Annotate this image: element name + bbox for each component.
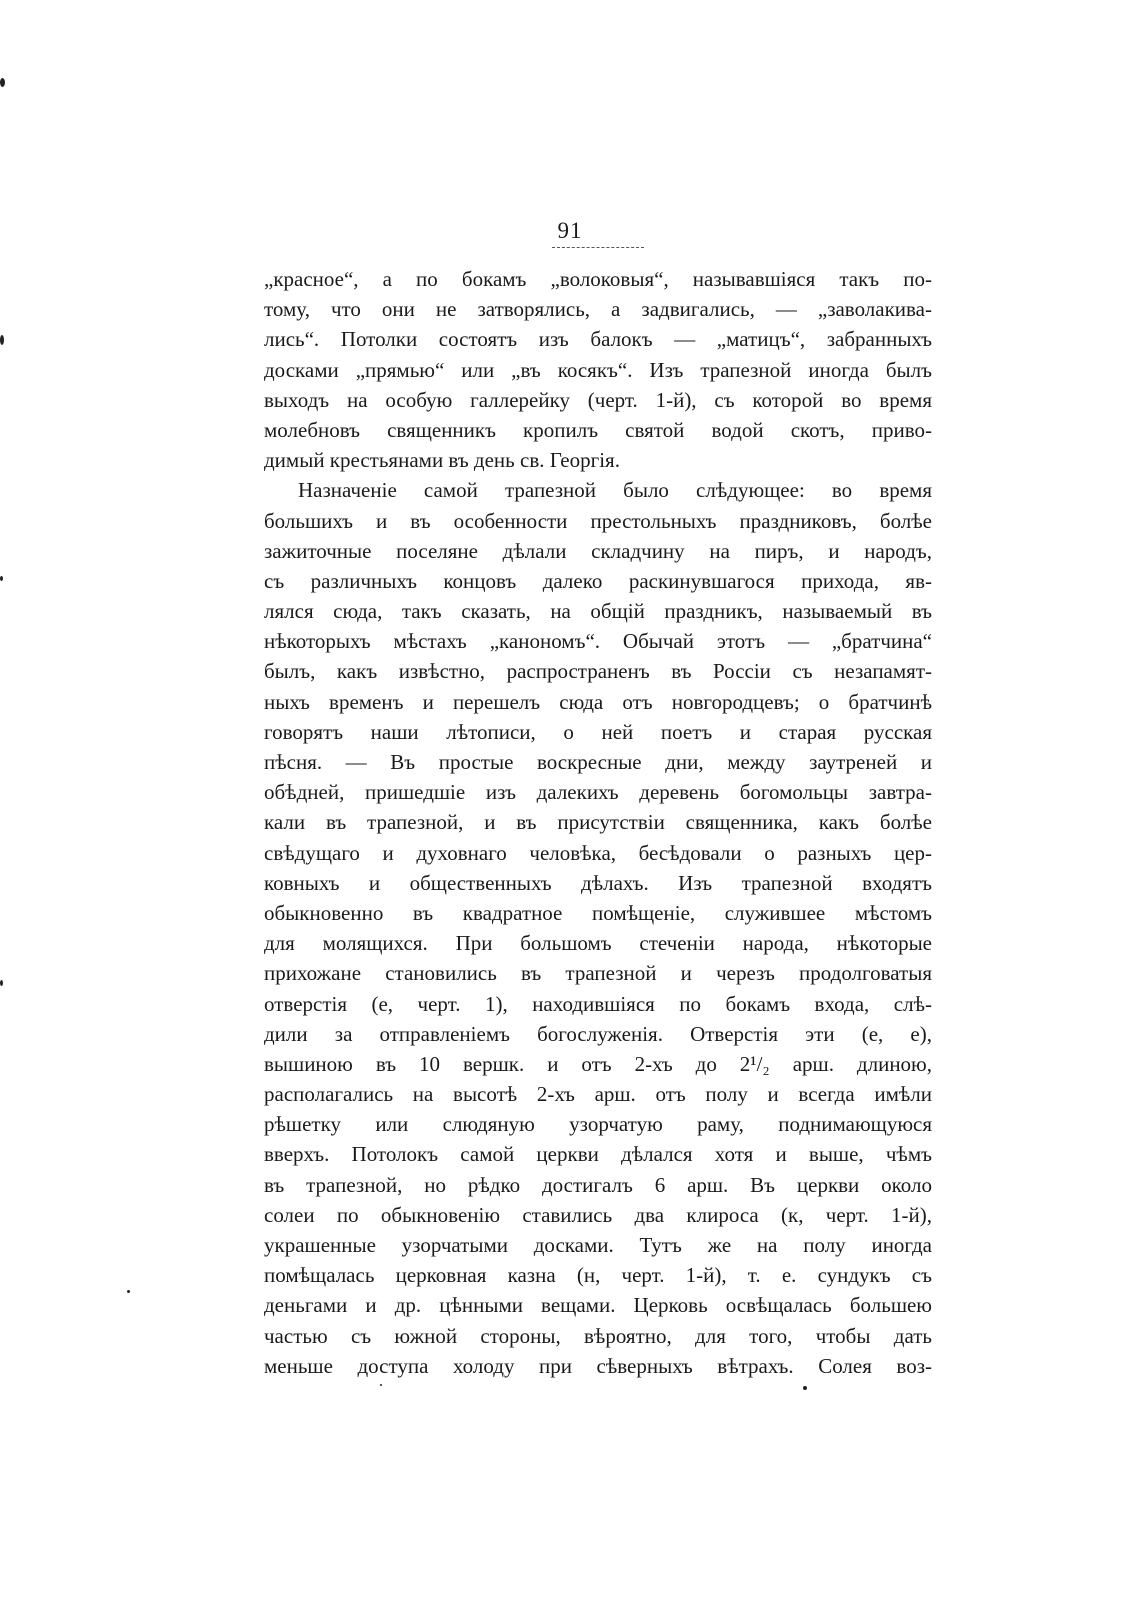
text-line: ковныхъ и общественныхъ дѣлахъ. Изъ трапезной входятъ [264, 870, 932, 895]
text-line: прихожане становились въ трапезной и черезъ продолговатыя [264, 961, 932, 986]
scan-speck [803, 1386, 807, 1390]
text-line: украшенные узорчатыми досками. Тутъ же на полу иногда [264, 1233, 932, 1257]
text-line: дили за отправленіемъ богослуженія. Отверстія эти (е, е), [264, 1021, 932, 1046]
paragraph-1 [264, 264, 932, 475]
text-line: былъ, какъ извѣстно, распространенъ въ Россіи съ незапамят- [264, 659, 932, 684]
text-line: большихъ и въ особенности престольныхъ праздниковъ, болѣе [264, 508, 932, 533]
scan-speck [0, 335, 4, 345]
text-line: тому, что они не затворялись, а задвигались, — „заволакива- [264, 297, 932, 322]
text-line: говорятъ наши лѣтописи, о ней поетъ и старая русская [264, 719, 932, 744]
text-line: свѣдущаго и духовнаго человѣка, бесѣдовали о разныхъ цер- [264, 840, 932, 865]
text-line: вверхъ. Потолокъ самой церкви дѣлался хотя и выше, чѣмъ [264, 1142, 932, 1167]
text-line: меньше доступа холоду при сѣверныхъ вѣтрахъ. Солея воз- [264, 1353, 932, 1378]
paragraph-2 [264, 475, 932, 1381]
text-line: пѣсня. — Въ простые воскресные дни, между заутреней и [264, 750, 932, 774]
text-line: ныхъ временъ и перешелъ сюда отъ новгородцевъ; о братчинѣ [264, 689, 932, 714]
scan-speck [0, 980, 3, 986]
scan-speck [127, 1290, 130, 1293]
text-line: выходъ на особую галлерейку (черт. 1-й), съ которой во время [264, 387, 932, 412]
text-line: димый крестьянами въ день св. Георгія. [264, 448, 620, 473]
text-line: для молящихся. При большомъ стеченіи народа, нѣкоторые [264, 931, 932, 956]
text-line: солеи по обыкновенію ставились два клироса (к, черт. 1-й), [264, 1202, 932, 1227]
page-number: 91 [557, 218, 583, 243]
text-line: молебновъ священникъ кропилъ святой водой скотъ, приво- [264, 417, 932, 442]
text-line: досками „прямью“ или „въ косякъ“. Изъ трапезной иногда былъ [264, 357, 932, 382]
body-text [264, 264, 932, 1381]
text-line: деньгами и др. цѣнными вещами. Церковь освѣщалась большею [264, 1293, 932, 1318]
text-line: лись“. Потолки состоятъ изъ балокъ — „матицъ“, забранныхъ [264, 327, 932, 352]
text-line: лялся сюда, такъ сказать, на общій праздникъ, называемый въ [264, 599, 932, 624]
text-line: располагались на высотѣ 2-хъ арш. отъ полу и всегда имѣли [264, 1082, 932, 1107]
text-line: нѣкоторыхъ мѣстахъ „канономъ“. Обычай этотъ — „братчина“ [264, 629, 932, 654]
scan-speck [380, 1384, 382, 1386]
text-line: „красное“, а по бокамъ „волоковыя“, называвшіяся такъ по- [264, 267, 932, 291]
text-line: рѣшетку или слюдяную узорчатую раму, поднимающуюся [264, 1112, 932, 1137]
text-line: съ различныхъ концовъ далеко раскинувшагося прихода, яв- [264, 568, 932, 593]
text-line: обѣдней, пришедшіе изъ далекихъ деревень богомольцы завтра- [264, 780, 932, 805]
scan-speck [0, 78, 5, 87]
text-line: вышиною въ 10 вершк. и отъ 2-хъ до 2¹/₂ арш. длиною, [264, 1051, 932, 1076]
text-line: отверстія (е, черт. 1), находившіяся по бокамъ входа, слѣ- [264, 991, 932, 1016]
page-number-rule [552, 247, 644, 248]
text-line: въ трапезной, но рѣдко достигалъ 6 арш. Въ церкви около [264, 1172, 932, 1197]
text-line: зажиточные поселяне дѣлали складчину на пиръ, и народъ, [264, 538, 932, 563]
text-line: Назначеніе самой трапезной было слѣдующее: во время [298, 478, 932, 503]
text-line: обыкновенно въ квадратное помѣщеніе, служившее мѣстомъ [264, 900, 932, 925]
text-line: кали въ трапезной, и въ присутствіи священника, какъ болѣе [264, 810, 932, 835]
scan-speck [0, 576, 3, 581]
text-line: частью съ южной стороны, вѣроятно, для того, чтобы дать [264, 1323, 932, 1348]
text-line: помѣщалась церковная казна (н, черт. 1-й), т. е. сундукъ съ [264, 1263, 932, 1288]
